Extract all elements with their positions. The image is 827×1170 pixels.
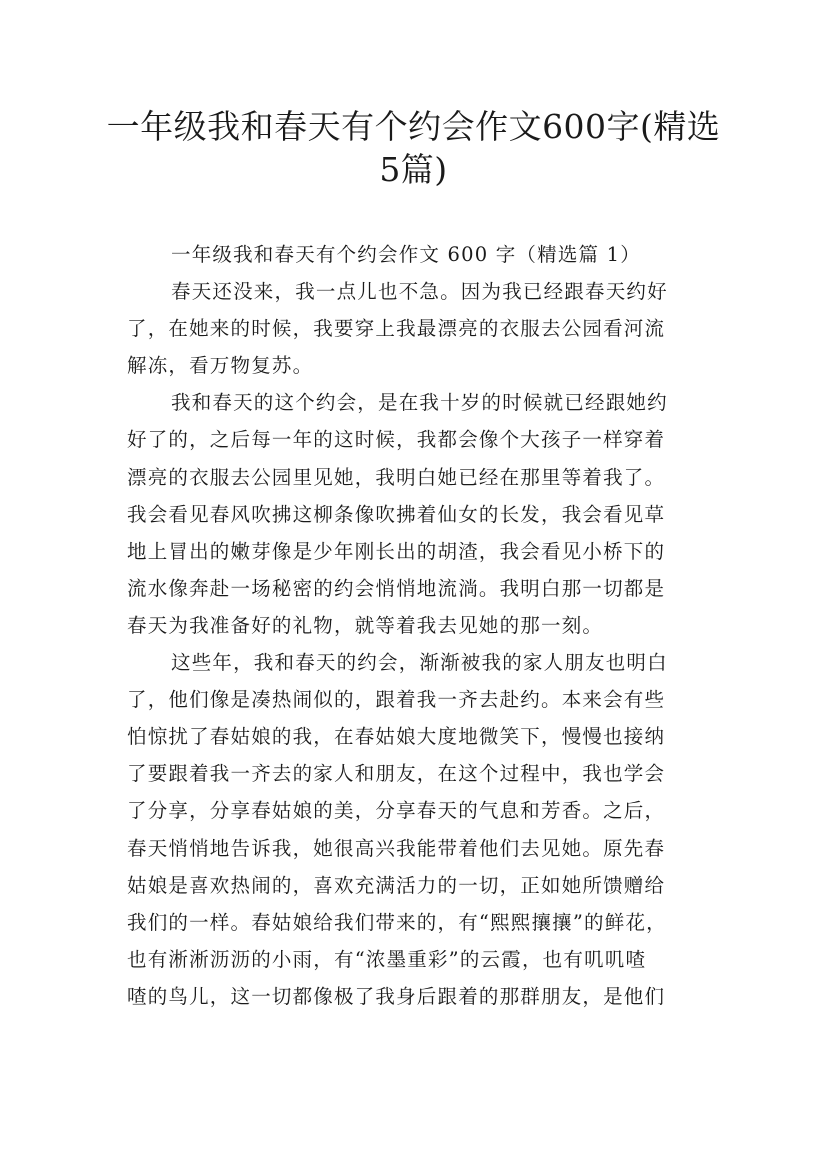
body-line: 姑娘是喜欢热闹的，喜欢充满活力的一切，正如她所馈赠给 (127, 873, 666, 897)
body-line: 了，他们像是凑热闹似的，跟着我一齐去赴约。本来会有些 (127, 688, 666, 712)
document-body (127, 236, 713, 1015)
body-line: 我会看见春风吹拂这柳条像吹拂着仙女的长发，我会看见草 (127, 502, 666, 526)
body-line: 一年级我和春天有个约会作文 600 字（精选篇 1） (171, 243, 641, 266)
body-line: 解冻，看万物复苏。 (127, 354, 314, 378)
body-line: 地上冒出的嫩芽像是少年刚长出的胡渣，我会看见小桥下的 (127, 539, 666, 563)
body-line: 春天为我准备好的礼物，就等着我去见她的那一刻。 (127, 613, 604, 637)
body-line: 这些年，我和春天的约会，渐渐被我的家人朋友也明白 (171, 651, 668, 675)
body-line: 流水像奔赴一场秘密的约会悄悄地流淌。我明白那一切都是 (127, 576, 666, 600)
body-line: 我和春天的这个约会，是在我十岁的时候就已经跟她约 (171, 391, 668, 415)
document-title-line-2: 5篇) (379, 150, 448, 189)
body-line: 了要跟着我一齐去的家人和朋友，在这个过程中，我也学会 (127, 762, 666, 786)
body-line: 春天还没来，我一点儿也不急。因为我已经跟春天约好 (171, 280, 668, 304)
body-line: 好了的，之后每一年的这时候，我都会像个大孩子一样穿着 (127, 428, 666, 452)
body-line: 我们的一样。春姑娘给我们带来的，有“熙熙攘攘”的鲜花， (127, 910, 667, 934)
body-line: 喳的鸟儿，这一切都像极了我身后跟着的那群朋友，是他们 (127, 984, 666, 1008)
body-line: 也有淅淅沥沥的小雨，有“浓墨重彩”的云霞，也有叽叽喳 (127, 947, 647, 971)
body-line: 漂亮的衣服去公园里见她，我明白她已经在那里等着我了。 (127, 465, 666, 489)
body-line: 了，在她来的时候，我要穿上我最漂亮的衣服去公园看河流 (127, 317, 666, 341)
document-title-line-1: 一年级我和春天有个约会作文600字(精选 (106, 107, 721, 146)
body-line: 春天悄悄地告诉我，她很高兴我能带着他们去见她。原先春 (127, 836, 666, 860)
body-line: 了分享，分享春姑娘的美，分享春天的气息和芳香。之后， (127, 799, 666, 823)
body-line: 怕惊扰了春姑娘的我，在春姑娘大度地微笑下，慢慢也接纳 (127, 725, 666, 749)
